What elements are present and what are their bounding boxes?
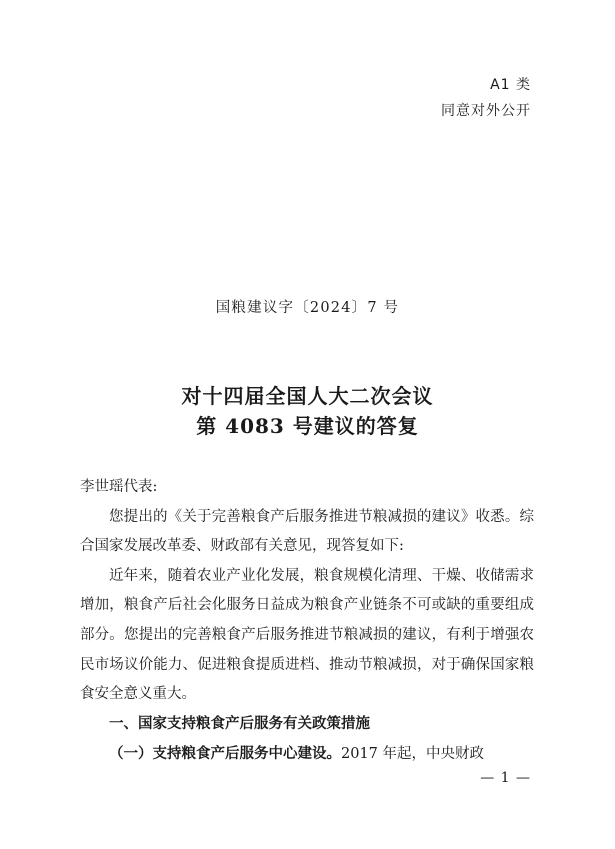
body-paragraph-1: 您提出的《关于完善粮食产后服务推进节粮减损的建议》收悉。综合国家发展改革委、财政部有关意见，现答复如下: [80, 508, 534, 555]
subsection-paragraph-1 [80, 739, 534, 770]
section-heading-1: 一、国家支持粮食产后服务有关政策措施 [109, 715, 370, 732]
body-paragraph-2: 近年来，随着农业产业化发展，粮食规模化清理、干燥、收储需求增加，粮食产后社会化服务日益成为粮食产业链条不可或缺的重要组成部分。您提出的完善粮食产后服务推进节粮减损的建议，有利于增强农民市场议价能力、促进粮食提质进档、推动节粮减损，对于确保国家粮食安全意义重大。 [80, 567, 534, 703]
page-number: — 1 — [480, 770, 531, 786]
document-title-line-1: 对十四届全国人大二次会议 [181, 384, 434, 408]
disclosure-label: 同意对外公开 [441, 103, 531, 119]
document-title-line-2: 第 4083 号建议的答复 [196, 414, 419, 438]
salutation: 李世瑶代表: [80, 479, 158, 495]
classification-label: A1 类 [490, 77, 531, 93]
document-body [80, 473, 534, 770]
subsection-text-1: 2017 年起，中央财政 [341, 746, 485, 763]
subsection-heading-1: （一）支持粮食产后服务中心建设。 [109, 745, 341, 763]
document-number: 国粮建议字〔2024〕7 号 [215, 300, 400, 316]
